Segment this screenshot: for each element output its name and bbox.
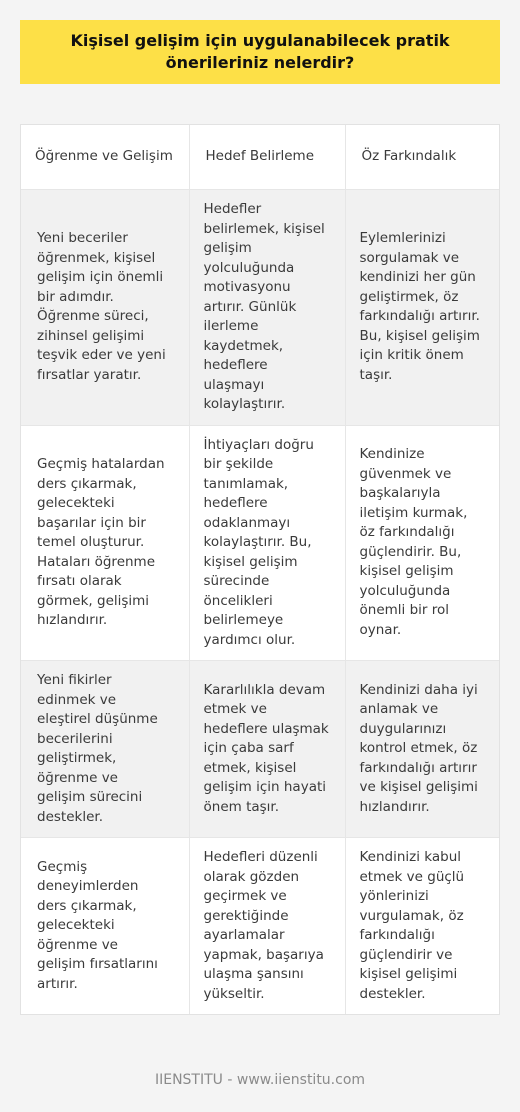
table-cell: Kararlılıkla devam etmek ve hedeflere ulaşmak için çaba sarf etmek, kişisel gelişim için hayati önem taşır.: [189, 661, 345, 838]
table-cell: Kendinize güvenmek ve başkalarıyla iletişim kurmak, öz farkındalığı güçlendirir. Bu, kişisel gelişim yolculuğunda önemli bir rol oynar.: [345, 425, 499, 661]
table-cell: Yeni fikirler edinmek ve eleştirel düşünme becerilerini geliştirmek, öğrenme ve gelişim sürecini destekler.: [21, 661, 189, 838]
table-row: [21, 838, 499, 1015]
table-row: [21, 190, 499, 426]
table-cell: Eylemlerinizi sorgulamak ve kendinizi her gün geliştirmek, öz farkındalığı artırır. Bu, kişisel gelişim için kritik önem taşır.: [345, 190, 499, 426]
tips-table-container: [20, 124, 500, 1015]
page-title: Kişisel gelişim için uygulanabilecek pratik önerileriniz nelerdir?: [70, 31, 450, 72]
table-cell: Kendinizi daha iyi anlamak ve duygularınızı kontrol etmek, öz farkındalığı artırır ve kişisel gelişimi hızlandırır.: [345, 661, 499, 838]
table-cell: Geçmiş hatalardan ders çıkarmak, gelecekteki başarılar için bir temel oluşturur. Hataları öğrenme fırsatı olarak görmek, gelişimi hızlandırır.: [21, 425, 189, 661]
column-header-learning: Öğrenme ve Gelişim: [21, 125, 189, 190]
table-cell: Kendinizi kabul etmek ve güçlü yönlerinizi vurgulamak, öz farkındalığı güçlendirir ve kişisel gelişimi destekler.: [345, 838, 499, 1015]
table-cell: Hedefleri düzenli olarak gözden geçirmek ve gerektiğinde ayarlamalar yapmak, başarıya ulaşma şansını yükseltir.: [189, 838, 345, 1015]
page-title-banner: [20, 20, 500, 84]
table-row: [21, 425, 499, 661]
table-row: [21, 661, 499, 838]
footer-credit: IIENSTITU - www.iienstitu.com: [154, 1072, 366, 1088]
table-header-row: [21, 125, 499, 190]
column-header-goal-setting: Hedef Belirleme: [189, 125, 345, 190]
table-cell: İhtiyaçları doğru bir şekilde tanımlamak, hedeflere odaklanmayı kolaylaştırır. Bu, kişisel gelişim sürecinde öncelikleri belirlemeye yardımcı olur.: [189, 425, 345, 661]
tips-table: [21, 125, 499, 1014]
table-cell: Hedefler belirlemek, kişisel gelişim yolculuğunda motivasyonu artırır. Günlük ilerleme kaydetmek, hedeflere ulaşmayı kolaylaştırır.: [189, 190, 345, 426]
table-cell: Yeni beceriler öğrenmek, kişisel gelişim için önemli bir adımdır. Öğrenme süreci, zihinsel gelişimi teşvik eder ve yeni fırsatlar yaratır.: [21, 190, 189, 426]
table-cell: Geçmiş deneyimlerden ders çıkarmak, gelecekteki öğrenme ve gelişim fırsatlarını artırır.: [21, 838, 189, 1015]
column-header-self-awareness: Öz Farkındalık: [345, 125, 499, 190]
